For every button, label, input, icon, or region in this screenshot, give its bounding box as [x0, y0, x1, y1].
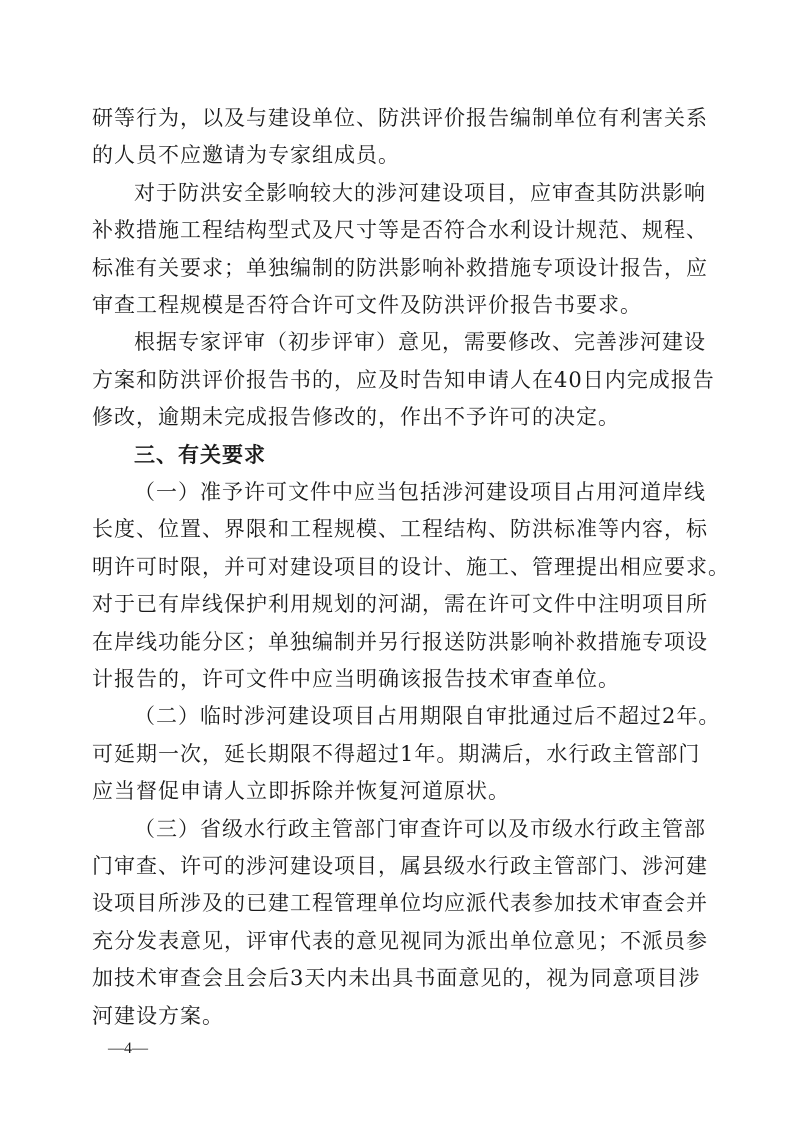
paragraph-start-line: （一）准予许可文件中应当包括涉河建设项目占用河道岸线: [134, 480, 706, 504]
text-line: 在岸线功能分区；单独编制并另行报送防洪影响补救措施专项设: [92, 630, 708, 654]
text-line: 计报告的，许可文件中应当明确该报告技术审查单位。: [92, 667, 620, 691]
text-line: 补救措施工程结构型式及尺寸等是否符合水利设计规范、规程、: [92, 218, 708, 242]
text-line: 门审查、许可的涉河建设项目，属县级水行政主管部门、涉河建: [92, 854, 708, 878]
paragraph-start-line: 根据专家评审（初步评审）意见，需要修改、完善涉河建设: [134, 330, 706, 354]
text-line: 研等行为，以及与建设单位、防洪评价报告编制单位有利害关系: [92, 106, 708, 130]
text-line: 加技术审查会且会后3天内未出具书面意见的，视为同意项目涉: [92, 966, 701, 990]
paragraph-start-line: （三）省级水行政主管部门审查许可以及市级水行政主管部: [134, 817, 706, 841]
text-line: 充分发表意见，评审代表的意见视同为派出单位意见；不派员参: [92, 929, 708, 953]
text-line: 设项目所涉及的已建工程管理单位均应派代表参加技术审查会并: [92, 891, 708, 915]
section-heading: 三、有关要求: [134, 443, 266, 467]
text-line: 对于已有岸线保护利用规划的河湖，需在许可文件中注明项目所: [92, 592, 708, 616]
text-line: 的人员不应邀请为专家组成员。: [92, 143, 400, 167]
paragraph-start-line: 对于防洪安全影响较大的涉河建设项目，应审查其防洪影响: [134, 181, 706, 205]
text-line: 标准有关要求；单独编制的防洪影响补救措施专项设计报告，应: [92, 256, 708, 280]
text-line: 方案和防洪评价报告书的，应及时告知申请人在40日内完成报告: [92, 368, 715, 392]
text-line: 可延期一次，延长期限不得超过1年。期满后，水行政主管部门: [92, 742, 701, 766]
page-number: —4—: [108, 1040, 148, 1057]
text-line: 修改，逾期未完成报告修改的，作出不予许可的决定。: [92, 405, 620, 429]
text-line: 审查工程规模是否符合许可文件及防洪评价报告书要求。: [92, 293, 642, 317]
text-line: 明许可时限，并可对建设项目的设计、施工、管理提出相应要求。: [92, 555, 730, 579]
text-line: 长度、位置、界限和工程规模、工程结构、防洪标准等内容，标: [92, 517, 708, 541]
paragraph-start-line: （二）临时涉河建设项目占用期限自审批通过后不超过2年。: [134, 704, 721, 728]
text-line: 河建设方案。: [92, 1004, 224, 1028]
text-line: 应当督促申请人立即拆除并恢复河道原状。: [92, 779, 510, 803]
